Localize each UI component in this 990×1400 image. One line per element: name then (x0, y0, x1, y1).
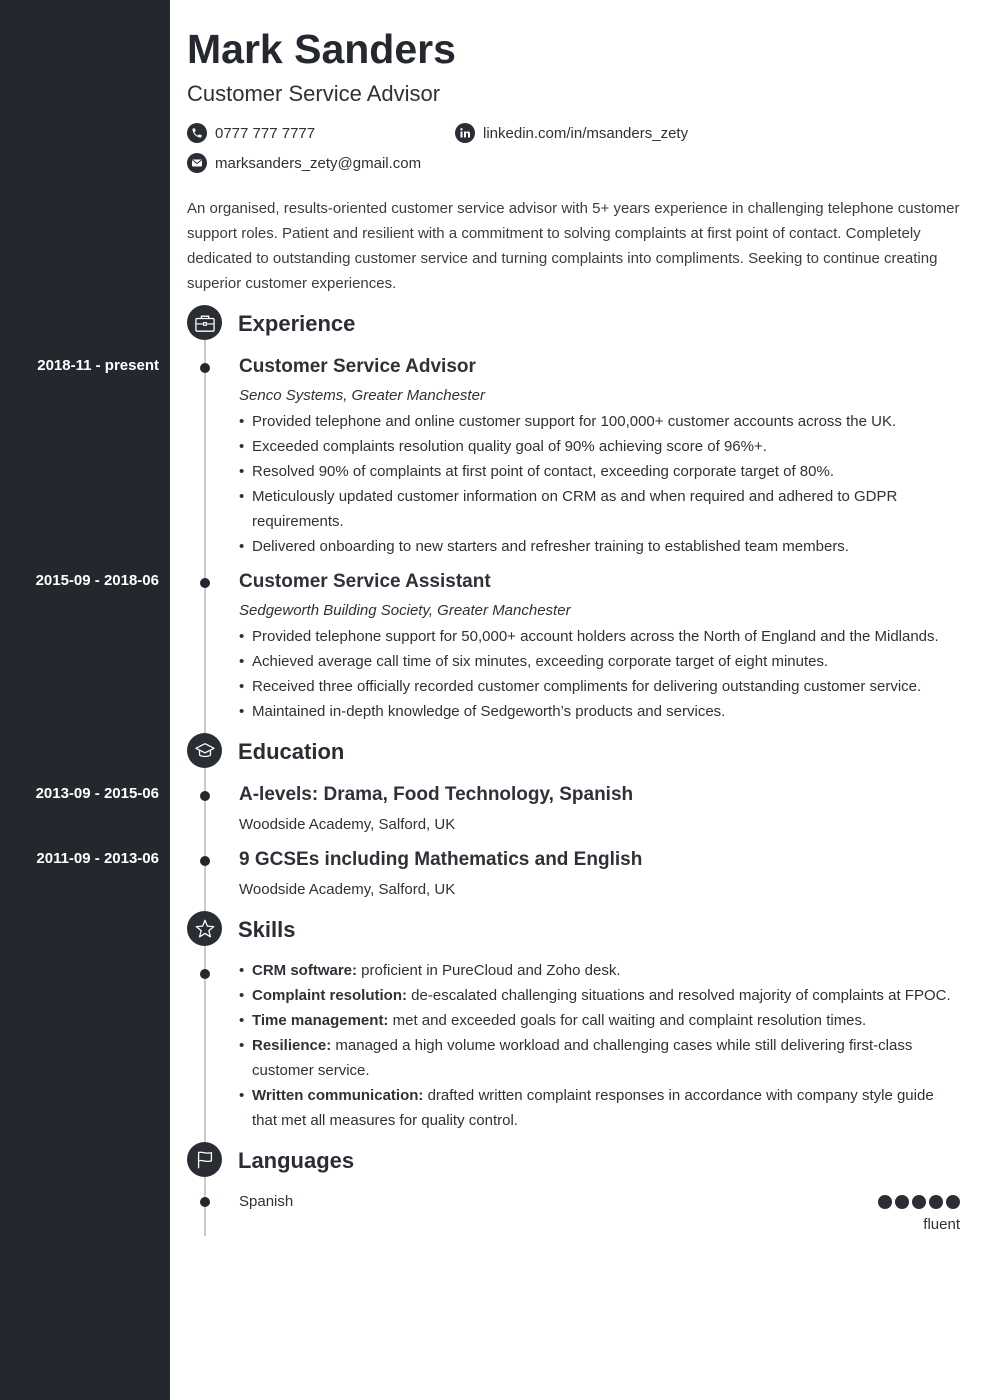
job-dates: 2018-11 - present (37, 357, 159, 374)
timeline-dot (200, 578, 210, 588)
skill-desc: proficient in PureCloud and Zoho desk. (357, 962, 621, 979)
list-item: • Received three officially recorded customer compliments for delivering outstanding customer service. (239, 674, 961, 699)
edu-school: Woodside Academy, Salford, UK (239, 881, 456, 898)
summary: An organised, results-oriented customer service advisor with 5+ years experience in challenging telephone customer support roles. Patient and resilient with a commitment to solving complaints at first point of contact. Completely dedicated to outstanding customer service and turning complaints into compliments. Seeking to continue creating superior customer experiences. (187, 200, 960, 292)
list-item: • Provided telephone support for 50,000+ account holders across the North of England and the Midlands. (239, 624, 961, 649)
edu-dates: 2013-09 - 2015-06 (35, 785, 159, 802)
email-text: marksanders_zety@gmail.com (215, 154, 422, 172)
job-company: Sedgeworth Building Society, Greater Manchester (239, 602, 571, 619)
briefcase-icon (187, 305, 222, 340)
job-title: Customer Service Advisor (239, 356, 476, 377)
list-item: • Maintained in-depth knowledge of Sedgeworth’s products and services. (239, 699, 961, 724)
list-item: • Achieved average call time of six minutes, exceeding corporate target of eight minutes. (239, 649, 961, 674)
timeline-dot (200, 1197, 210, 1207)
timeline-dot (200, 791, 210, 801)
list-item: • Resolved 90% of complaints at first point of contact, exceeding corporate target of 80%. (239, 459, 961, 484)
level-dot (912, 1195, 926, 1209)
list-item (239, 1008, 961, 1033)
phone-icon (187, 123, 207, 143)
level-dot (895, 1195, 909, 1209)
list-item: • Delivered onboarding to new starters and refresher training to established team members. (239, 534, 961, 559)
section-title-skills: Skills (238, 917, 296, 942)
edu-school: Woodside Academy, Salford, UK (239, 816, 456, 833)
timeline-line (204, 322, 206, 1236)
skill-name: Resilience: (252, 1037, 332, 1054)
job-bullets (239, 624, 961, 724)
language-level: fluent (923, 1216, 960, 1233)
contact-phone[interactable] (187, 123, 315, 143)
phone-text: 0777 777 7777 (215, 124, 316, 142)
email-icon (187, 153, 207, 173)
language-name: Spanish (239, 1193, 294, 1210)
contact-email[interactable] (187, 153, 421, 173)
language-level-dots (878, 1195, 960, 1209)
skill-desc: de-escalated challenging situations and resolved majority of complaints at FPOC. (407, 987, 951, 1004)
graduation-cap-icon (187, 733, 222, 768)
skill-name: Complaint resolution: (252, 987, 407, 1004)
edu-dates: 2011-09 - 2013-06 (36, 850, 159, 867)
section-title-languages: Languages (238, 1148, 355, 1173)
skill-desc: drafted written complaint responses in accordance with company style guide that met all measures for quality control. (252, 1087, 934, 1129)
star-icon (187, 911, 222, 946)
timeline-dot (200, 969, 210, 979)
skills-list (239, 958, 961, 1133)
list-item (239, 958, 961, 983)
timeline-dot (200, 856, 210, 866)
level-dot (946, 1195, 960, 1209)
level-dot (929, 1195, 943, 1209)
linkedin-text: linkedin.com/in/msanders_zety (483, 124, 689, 142)
candidate-name: Mark Sanders (187, 26, 456, 72)
skill-desc: managed a high volume workload and challenging cases while still delivering first-class customer service. (252, 1037, 913, 1079)
list-item: • Exceeded complaints resolution quality goal of 90% achieving score of 96%+. (239, 434, 961, 459)
skill-name: Time management: (252, 1012, 389, 1029)
skill-name: Written communication: (252, 1087, 424, 1104)
contact-linkedin[interactable] (455, 123, 688, 143)
list-item (239, 1083, 961, 1133)
list-item: • Meticulously updated customer information on CRM as and when required and adhered to GDPR requirements. (239, 484, 961, 534)
linkedin-icon (455, 123, 475, 143)
edu-degree: 9 GCSEs including Mathematics and English (239, 849, 643, 870)
job-title: Customer Service Assistant (239, 571, 491, 592)
skill-desc: met and exceeded goals for call waiting and complaint resolution times. (388, 1012, 867, 1029)
job-company: Senco Systems, Greater Manchester (239, 387, 485, 404)
level-dot (878, 1195, 892, 1209)
list-item (239, 983, 961, 1008)
section-title-education: Education (238, 739, 345, 764)
job-dates: 2015-09 - 2018-06 (35, 572, 159, 589)
flag-icon (187, 1142, 222, 1177)
edu-degree: A-levels: Drama, Food Technology, Spanish (239, 784, 634, 805)
section-title-experience: Experience (238, 311, 356, 336)
job-bullets (239, 409, 961, 559)
list-item: • Provided telephone and online customer support for 100,000+ customer accounts across the UK. (239, 409, 961, 434)
timeline-dot (200, 363, 210, 373)
skill-name: CRM software: (252, 962, 358, 979)
list-item (239, 1033, 961, 1083)
job-title-header: Customer Service Advisor (187, 81, 441, 106)
